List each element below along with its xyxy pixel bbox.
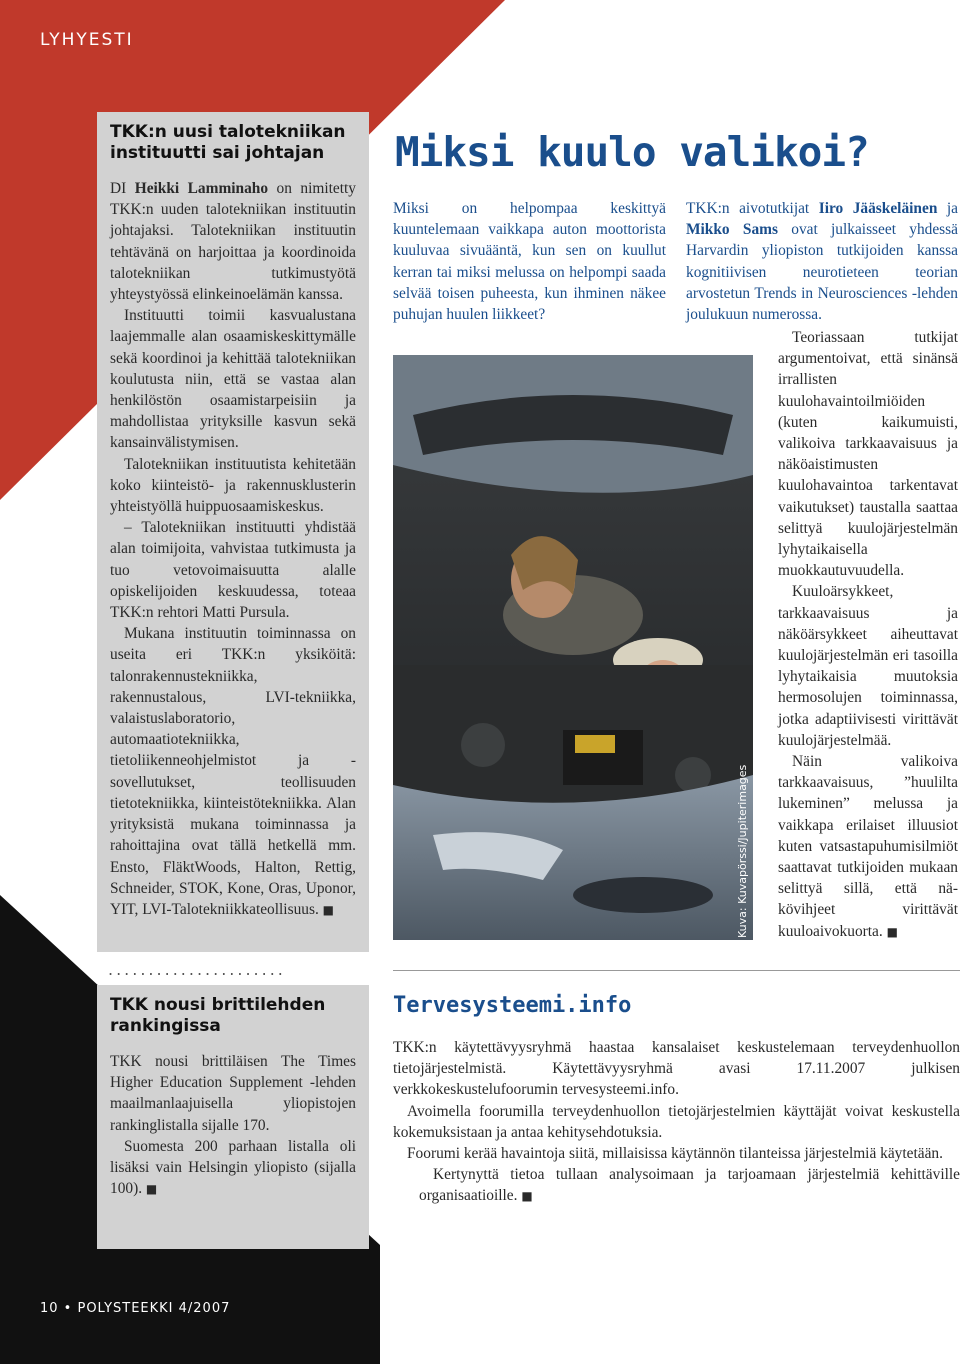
intro-paragraph (686, 198, 958, 325)
article-photo (393, 355, 753, 940)
news-paragraph (110, 623, 356, 921)
text-span: Mukana instituutin toiminnassa on useita eri TKK:n yksiköitä: talonrakennustekniikka, rakennustalous, LVI-tekniikka, valaistuslaboratorio, automaatiotekniikka, tietoliikenneohjelmistot ja -sovellutukset, teollisuuden tietotekniikka, kiinteistötekniikka. Alan yrityksistä mukana toiminnassa ja rahoittajina ovat tällä hetkellä mm. Ensto, FläktWoods, Halton, Rettig, Schneider, STOK, Kone, Oras, Uponor, YIT, LVI-Talotekniikkateollisuus. (110, 625, 356, 918)
end-mark-icon: ■ (886, 924, 898, 939)
end-mark-icon: ■ (145, 1182, 158, 1197)
tervesys-paragraph: Foorumi kerää havaintoja siitä, millaisissa käytännön tilanteissa järjestelmiä käytetään. (407, 1145, 943, 1163)
news-box-institute (97, 112, 369, 952)
page-footer: 10 • POLYSTEEKKI 4/2007 (40, 1301, 231, 1316)
tervesys-article (393, 1037, 960, 1208)
section-divider (393, 970, 960, 971)
text-span: DI (110, 180, 135, 197)
end-mark-icon: ■ (322, 902, 334, 917)
section-label: LYHYESTI (40, 30, 134, 50)
text-span: TKK:n aivotutkijat (686, 200, 819, 217)
end-mark-icon: ■ (521, 1189, 533, 1204)
photo-illustration (393, 355, 753, 940)
news-paragraph (110, 1136, 356, 1201)
dotted-separator: ...................... (108, 960, 286, 979)
news-title-ranking: TKK nousi brittilehden rankingissa (110, 995, 326, 1036)
article-paragraph (778, 751, 958, 943)
news-paragraph: TKK nousi brittiläisen The Times Higher Education Supplement -lehden maailmanlaajuisella yliopistojen rankinglistalla sijalle 170. (110, 1053, 356, 1134)
news-title-institute: TKK:n uusi talotekniikan instituutti sai johtajan (110, 122, 346, 163)
news-paragraph (110, 178, 356, 305)
text-span: Näin valikoiva tarkkaavaisuus, ”huulilta lukeminen” melussa ja vaikkapa erilaiset illuusiot kuten vatsastapuhumisilmiöt saattavat tutkijoiden mukaan selittyä sillä, että nä-kövihjeet virittävät kuuloaivokuorta. (778, 753, 958, 940)
news-paragraph: Talotekniikan instituutista kehitetään koko kiinteistö- ja rakennusklusterin yhteistyöllä huippuosaamiskeskus. (110, 455, 356, 516)
text-span: ovat julkaisseet yhdessä Harvardin yliopiston tutkijoiden kanssa kognitiivisen neurotieteen teorian arvostetun Trends in Neurosciences -lehden joulukuun numerossa. (686, 221, 958, 324)
news-paragraph: Instituutti toimii kasvualustana laajemmalle alan osaamiskeskittymälle sekä koordinoi ja kehittää talotekniikan koulutusta niin, että se vastaa alan henkilöstön osaamistarpeisiin ja mahdollistaa yrityksille kasvun sekä kansainvälistymisen. (110, 307, 356, 452)
tervesys-paragraph: Avoimella foorumilla terveydenhuollon tietojärjestelmien käyttäjät voivat keskustella kokemuksistaan ja antaa kehitysehdotuksia. (393, 1102, 960, 1141)
tervesys-paragraph (393, 1164, 960, 1207)
text-span: Kertynyttä tietoa tullaan analysoimaan ja tarjoamaan järjestelmiä kehittäville organisaatioille. (419, 1166, 960, 1205)
news-paragraph: – Talotekniikan instituutti yhdistää alan toimijoita, vahvistaa tutkimusta ja tuo vetovoimaisuutta alalle opiskelijoiden keskuudessa, toteaa TKK:n rehtori Matti Pursula. (110, 519, 356, 622)
intro-paragraph: Miksi on helpompaa keskittyä kuuntelemaan vaikkapa auton moottorista kuuluvaa sivuääntä, kun sen on kuullut kerran tai miksi melussa on helpompi saada selvää toisen puheesta, kun ihminen näkee puhujan huulen liikkeet? (393, 200, 666, 324)
photo-credit: Kuva: Kuvapörssi/Jupiterimages (736, 764, 749, 938)
article-paragraph: Kuuloärsykkeet, tarkkaavaisuus ja näköärsykkeet aiheuttavat kuulojärjestelmän eri tasoilla lyhytaikaisia muutoksia hermosolujen toiminnassa, jotka adaptiivisesti virittävät kuulojärjestelmää. (778, 583, 958, 749)
person-name: Iiro Jääskeläinen (818, 200, 938, 217)
article-intro-right (686, 198, 958, 325)
person-name: Heikki Lamminaho (134, 180, 269, 197)
article-title: Miksi kuulo valikoi? (395, 128, 869, 176)
tervesys-title: Tervesysteemi.info (393, 993, 632, 1018)
article-paragraph: Teoriassaan tutkijat argumentoivat, että sinänsä irrallisten kuulohavaintoilmiöiden (kuten kaikumuisti, valikoiva tarkkaavaisuus ja näköaistimusten kuulohavaintoa tarkentavat vaikutukset) taustalla saattaa selittyä kuulojärjestelmän lyhytaikaisella muokkautuvuudella. (778, 329, 958, 580)
text-span: ja (937, 200, 958, 217)
article-intro-left (393, 198, 666, 325)
text-span: on nimitetty TKK:n uuden talotekniikan instituutin johtajaksi. Talotekniikan instituutin tehtävänä on harjoittaa ja koordinoida talotekniikan tutkimustyötä yhteystyössä elinkeinoelämän kanssa. (110, 180, 356, 304)
news-box-ranking (97, 985, 369, 1249)
article-body-column (778, 327, 958, 943)
tervesys-paragraph: TKK:n käytettävyysryhmä haastaa kansalaiset keskustelemaan terveydenhuollon tietojärjestelmistä. Käytettävyysryhmä avasi 17.11.2007 julkisen verkkokeskustelufoorumin tervesysteemi.info. (393, 1039, 960, 1099)
person-name: Mikko Sams (686, 221, 778, 239)
text-span: Suomesta 200 parhaan listalla oli lisäksi vain Helsingin yliopisto (sijalla 100). (110, 1137, 356, 1198)
